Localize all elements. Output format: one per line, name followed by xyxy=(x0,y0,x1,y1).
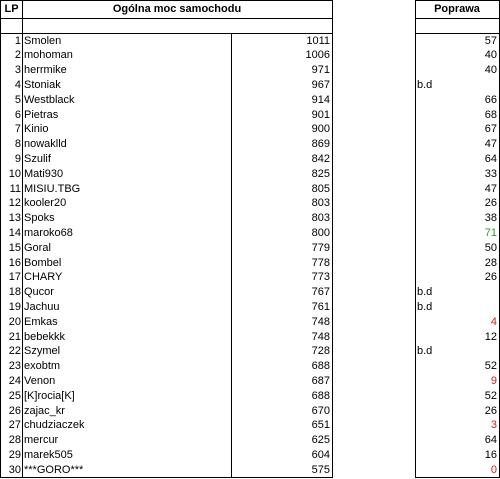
grid-line xyxy=(415,33,500,34)
row-lp: 2 xyxy=(14,49,21,62)
row-improvement: 66 xyxy=(484,93,497,106)
row-lp: 7 xyxy=(14,123,21,136)
row-power: 688 xyxy=(311,360,330,373)
row-power: 670 xyxy=(311,404,330,417)
row-lp: 4 xyxy=(14,78,21,91)
row-power: 914 xyxy=(311,93,330,106)
grid-line xyxy=(0,477,333,478)
row-improvement: 26 xyxy=(484,271,497,284)
row-name: mercur xyxy=(24,434,59,447)
row-name: Kinio xyxy=(24,123,49,136)
row-lp: 5 xyxy=(14,93,21,106)
row-power: 869 xyxy=(311,138,330,151)
row-power: 971 xyxy=(311,64,330,77)
row-power: 803 xyxy=(311,212,330,225)
row-improvement: 26 xyxy=(484,197,497,210)
row-lp: 19 xyxy=(8,300,21,313)
row-improvement: 3 xyxy=(490,419,497,432)
grid-line xyxy=(0,0,1,478)
row-power: 1011 xyxy=(306,34,330,47)
row-lp: 26 xyxy=(8,404,21,417)
grid-line xyxy=(0,0,333,1)
row-name: Smolen xyxy=(24,34,62,47)
row-improvement: 64 xyxy=(484,152,497,165)
header-power: Ogólna moc samochodu xyxy=(112,3,242,15)
grid-line xyxy=(415,0,416,478)
row-improvement: 26 xyxy=(484,404,497,417)
row-power: 748 xyxy=(311,315,330,328)
row-lp: 16 xyxy=(8,256,21,269)
row-name: Venon xyxy=(24,374,56,387)
row-name: exobtm xyxy=(24,360,61,373)
row-lp: 3 xyxy=(14,64,21,77)
row-improvement: 16 xyxy=(484,448,497,461)
row-lp: 13 xyxy=(8,212,21,225)
row-name: Jachuu xyxy=(24,300,60,313)
grid-line xyxy=(0,18,333,19)
row-improvement: 12 xyxy=(484,330,497,343)
grid-line xyxy=(0,33,333,34)
row-name: chudziaczek xyxy=(24,419,85,432)
row-name: ***GORO*** xyxy=(24,463,84,476)
row-name: bebekkk xyxy=(24,330,65,343)
row-lp: 27 xyxy=(8,419,21,432)
row-improvement: 9 xyxy=(490,374,497,387)
row-lp: 11 xyxy=(9,182,21,195)
row-power: 687 xyxy=(311,374,330,387)
row-name: MISIU.TBG xyxy=(24,182,81,195)
row-improvement: 67 xyxy=(484,123,497,136)
row-improvement: 57 xyxy=(484,34,497,47)
row-improvement: 4 xyxy=(490,315,497,328)
row-name: Goral xyxy=(24,241,51,254)
row-name: Szulif xyxy=(24,152,51,165)
row-improvement: 28 xyxy=(484,256,497,269)
row-power: 900 xyxy=(311,123,330,136)
row-lp: 28 xyxy=(8,434,21,447)
row-improvement: 47 xyxy=(484,138,497,151)
row-name: zajac_kr xyxy=(24,404,65,417)
row-power: 842 xyxy=(311,152,330,165)
row-power: 748 xyxy=(311,330,330,343)
row-power: 901 xyxy=(311,108,330,121)
row-power: 651 xyxy=(311,419,330,432)
grid-line xyxy=(415,477,500,478)
row-lp: 15 xyxy=(8,241,21,254)
row-name: Mati930 xyxy=(24,167,64,180)
row-lp: 1 xyxy=(14,34,21,47)
header-improvement: Poprawa xyxy=(434,3,480,15)
row-lp: 21 xyxy=(8,330,21,343)
row-improvement: 38 xyxy=(484,212,497,225)
row-power: 761 xyxy=(311,300,330,313)
row-improvement: 50 xyxy=(484,241,497,254)
row-lp: 30 xyxy=(8,463,21,476)
row-power: 805 xyxy=(311,182,330,195)
row-lp: 18 xyxy=(8,286,21,299)
row-improvement: 52 xyxy=(484,389,497,402)
row-improvement: 52 xyxy=(484,360,497,373)
grid-line xyxy=(231,33,232,478)
row-lp: 10 xyxy=(8,167,21,180)
row-power: 688 xyxy=(311,389,330,402)
row-lp: 9 xyxy=(14,152,21,165)
row-lp: 12 xyxy=(8,197,21,210)
row-name: maroko68 xyxy=(24,226,73,239)
row-power: 728 xyxy=(311,345,330,358)
row-lp: 8 xyxy=(14,138,21,151)
row-name: nowaklld xyxy=(24,138,67,151)
row-power: 604 xyxy=(311,448,330,461)
row-lp: 20 xyxy=(8,315,21,328)
row-name: Szymel xyxy=(24,345,61,358)
row-improvement: b.d xyxy=(417,300,433,313)
row-power: 825 xyxy=(311,167,330,180)
row-name: mohoman xyxy=(24,49,73,62)
row-lp: 24 xyxy=(8,374,21,387)
row-improvement: 40 xyxy=(484,49,497,62)
grid-line xyxy=(415,18,500,19)
row-power: 575 xyxy=(311,463,330,476)
row-name: Pietras xyxy=(24,108,59,121)
row-power: 767 xyxy=(311,286,330,299)
row-name: [K]rocia[K] xyxy=(24,389,75,402)
row-name: Qucor xyxy=(24,286,54,299)
row-lp: 14 xyxy=(8,226,21,239)
row-improvement: b.d xyxy=(417,286,433,299)
row-improvement: 40 xyxy=(484,64,497,77)
header-lp: LP xyxy=(4,3,19,15)
grid-line xyxy=(415,0,500,1)
row-improvement: 64 xyxy=(484,434,497,447)
row-power: 778 xyxy=(311,256,330,269)
row-improvement: 47 xyxy=(484,182,497,195)
grid-line xyxy=(22,0,23,478)
row-improvement: b.d xyxy=(417,345,433,358)
row-lp: 6 xyxy=(14,108,21,121)
row-power: 967 xyxy=(311,78,330,91)
grid-line xyxy=(332,0,333,478)
row-name: Stoniak xyxy=(24,78,61,91)
row-name: Bombel xyxy=(24,256,62,269)
row-name: marek505 xyxy=(24,448,73,461)
row-power: 800 xyxy=(311,226,330,239)
row-lp: 23 xyxy=(8,360,21,373)
row-power: 803 xyxy=(311,197,330,210)
row-improvement: 33 xyxy=(484,167,497,180)
row-power: 625 xyxy=(311,434,330,447)
row-improvement: 68 xyxy=(484,108,497,121)
row-name: Westblack xyxy=(24,93,75,106)
row-name: kooler20 xyxy=(24,197,67,210)
row-lp: 29 xyxy=(8,448,21,461)
row-improvement: 71 xyxy=(484,226,497,239)
row-power: 779 xyxy=(311,241,330,254)
row-lp: 25 xyxy=(8,389,21,402)
row-name: Spoks xyxy=(24,212,55,225)
row-lp: 22 xyxy=(8,345,21,358)
row-name: herrmike xyxy=(24,64,67,77)
row-name: CHARY xyxy=(24,271,63,284)
row-name: Emkas xyxy=(24,315,58,328)
row-power: 773 xyxy=(311,271,330,284)
row-improvement: 0 xyxy=(490,463,497,476)
row-improvement: b.d xyxy=(417,78,433,91)
row-power: 1006 xyxy=(305,49,330,62)
row-lp: 17 xyxy=(8,271,21,284)
